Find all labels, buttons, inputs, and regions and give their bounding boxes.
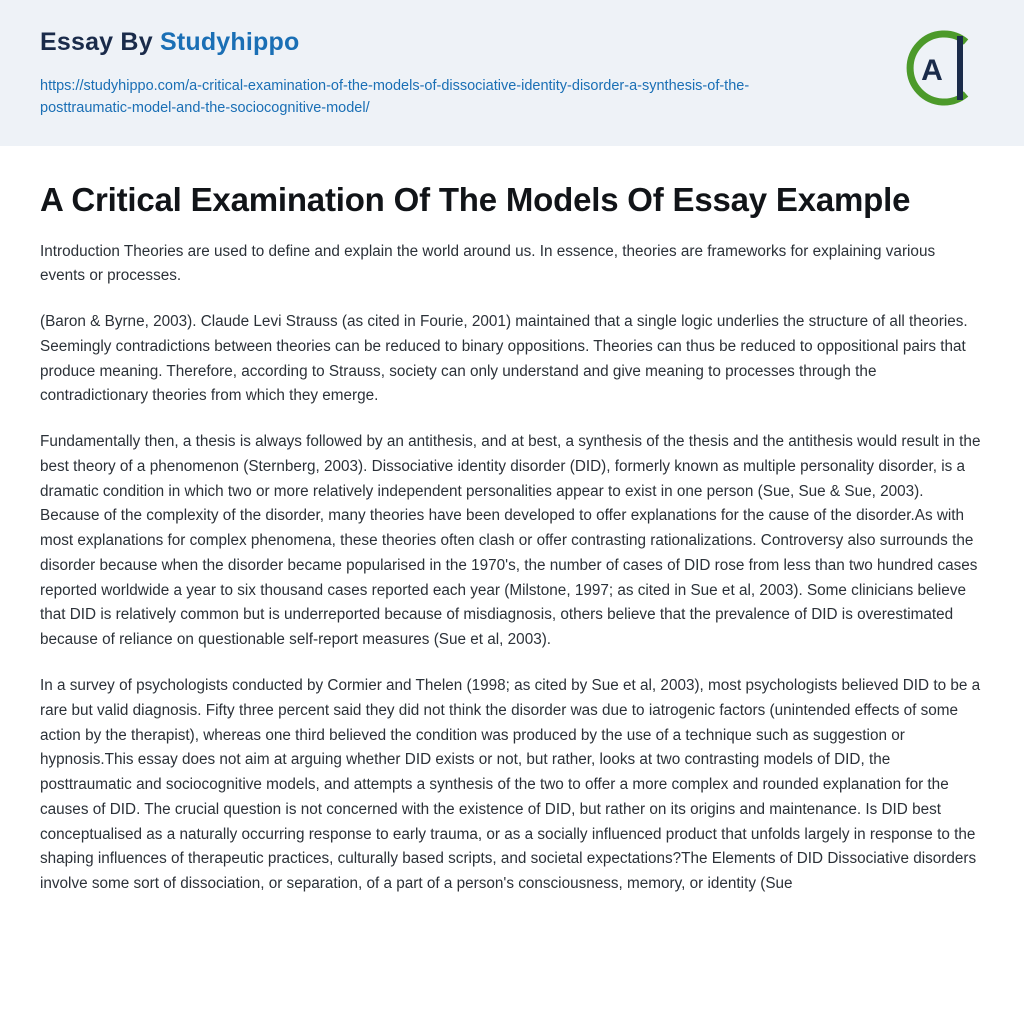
svg-text:A: A xyxy=(921,54,943,87)
studyhippo-logo-icon xyxy=(888,22,980,114)
brand-secondary-text: Studyhippo xyxy=(159,28,300,56)
document-content xyxy=(0,146,1024,927)
page-header xyxy=(0,0,1024,146)
source-url-link[interactable]: https://studyhippo.com/a-critical-examination-of-the-models-of-dissociative-identity-disorder-a-synthesis-of-the-posttraumatic-model-and-the-sociocognitive-model/ xyxy=(40,78,750,117)
site-brand xyxy=(40,28,984,57)
body-paragraph: Introduction Theories are used to define and explain the world around us. In essence, theories are frameworks for explaining various events or processes. xyxy=(40,242,936,285)
body-paragraph: Fundamentally then, a thesis is always followed by an antithesis, and at best, a synthesis of the thesis and the antithesis would result in the best theory of a phenomenon (Sternberg, 2003). Dissociative identity disorder (DID), formerly known as multiple personality disorder, is a dramatic condition in which two or more relatively independent personalities appear to exist in one person (Sue, Sue & Sue, 2003). Because of the complexity of the disorder, many theories have been developed to offer explanations for the cause of the disorder.As with most explanations for complex phenomena, these theories often clash or offer contrasting rationalizations. Controversy also surrounds the disorder because when the disorder became popularised in the 1970's, the number of cases of DID rose from less than two hundred cases reported worldwide a year to six thousand cases reported each year (Milstone, 1997; as cited in Sue et al, 2003). Some clinicians believe that DID is relatively common but is underreported because of misdiagnosis, others believe that the prevalence of DID is overestimated because of reliance on questionable self-report measures (Sue et al, 2003). xyxy=(40,433,981,649)
page-title: A Critical Examination Of The Models Of Essay Example xyxy=(40,180,911,218)
body-paragraph: (Baron & Byrne, 2003). Claude Levi Strauss (as cited in Fourie, 2001) maintained that a single logic underlies the structure of all theories. Seemingly contradictions between theories can be reduced to binary oppositions. Theories can thus be reduced to oppositional pairs that produce meaning. Therefore, according to Strauss, society can only understand and give meaning to processes through the contradictionary theories from which they emerge. xyxy=(40,313,968,405)
body-paragraph: In a survey of psychologists conducted by Cormier and Thelen (1998; as cited by Sue et al, 2003), most psychologists believed DID to be a rare but valid diagnosis. Fifty three percent said they did not think the disorder was due to iatrogenic factors (unintended effects of some action by the therapist), whereas one third believed the condition was produced by the use of a technique such as suggestion or hypnosis.This essay does not aim at arguing whether DID exists or not, but rather, looks at two contrasting models of DID, the posttraumatic and sociocognitive models, and attempts a synthesis of the two to offer a more complex and rounded explanation for the causes of DID. The crucial question is not concerned with the existence of DID, but rather on its origins and maintenance. Is DID best conceptualised as a naturally occurring response to early trauma, or as a socially influenced product that unfolds largely in response to the shaping influences of therapeutic practices, culturally based scripts, and societal expectations?The Elements of DID Dissociative disorders involve some sort of dissociation, or separation, of a part of a person's consciousness, memory, or identity (Sue xyxy=(40,677,981,893)
brand-primary-text: Essay By xyxy=(40,28,160,56)
